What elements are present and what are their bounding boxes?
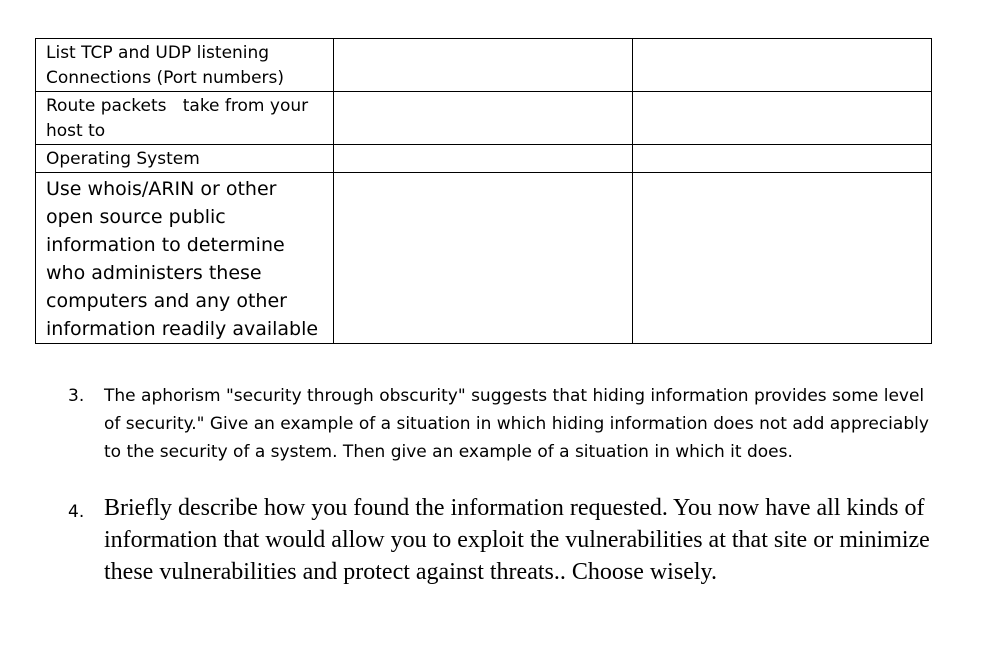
table-cell-empty[interactable] [334, 145, 633, 173]
table-row [36, 173, 932, 344]
question-text: The aphorism "security through obscurity" suggests that hiding information provides some level of security." Give an example of a situation in which hiding information does not add appreciably to the security of a system. Then give an example of a situation in which it does. [104, 386, 929, 462]
info-table [35, 38, 932, 344]
row-label-listening-connections: List TCP and UDP listening Connections (Port numbers) [46, 43, 285, 88]
row-label-whois: Use whois/ARIN or other open source public information to determine who administers these computers and any other information readily available [46, 178, 319, 340]
table-cell-empty[interactable] [334, 173, 633, 344]
question-4 [68, 492, 938, 588]
row-label-operating-system: Operating System [46, 149, 200, 169]
table-cell-empty[interactable] [633, 39, 932, 92]
table-row [36, 92, 932, 145]
question-number: 4. [68, 502, 85, 522]
table-cell-empty[interactable] [633, 173, 932, 344]
table-cell-empty[interactable] [334, 92, 633, 145]
table-cell-label [36, 173, 334, 344]
table-cell-label [36, 145, 334, 173]
table-cell-empty[interactable] [633, 145, 932, 173]
question-3 [68, 382, 938, 466]
table-cell-empty[interactable] [633, 92, 932, 145]
question-text: Briefly describe how you found the information requested. You now have all kinds of information that would allow you to exploit the vulnerabilities at that site or minimize these vulnerabilities and protect against threats.. Choose wisely. [104, 495, 930, 585]
table-row [36, 39, 932, 92]
table-cell-empty[interactable] [334, 39, 633, 92]
table-cell-label [36, 39, 334, 92]
row-label-route-packets: Route packets take from your host to [46, 96, 309, 141]
table-cell-label [36, 92, 334, 145]
table-row [36, 145, 932, 173]
question-number: 3. [68, 386, 85, 406]
